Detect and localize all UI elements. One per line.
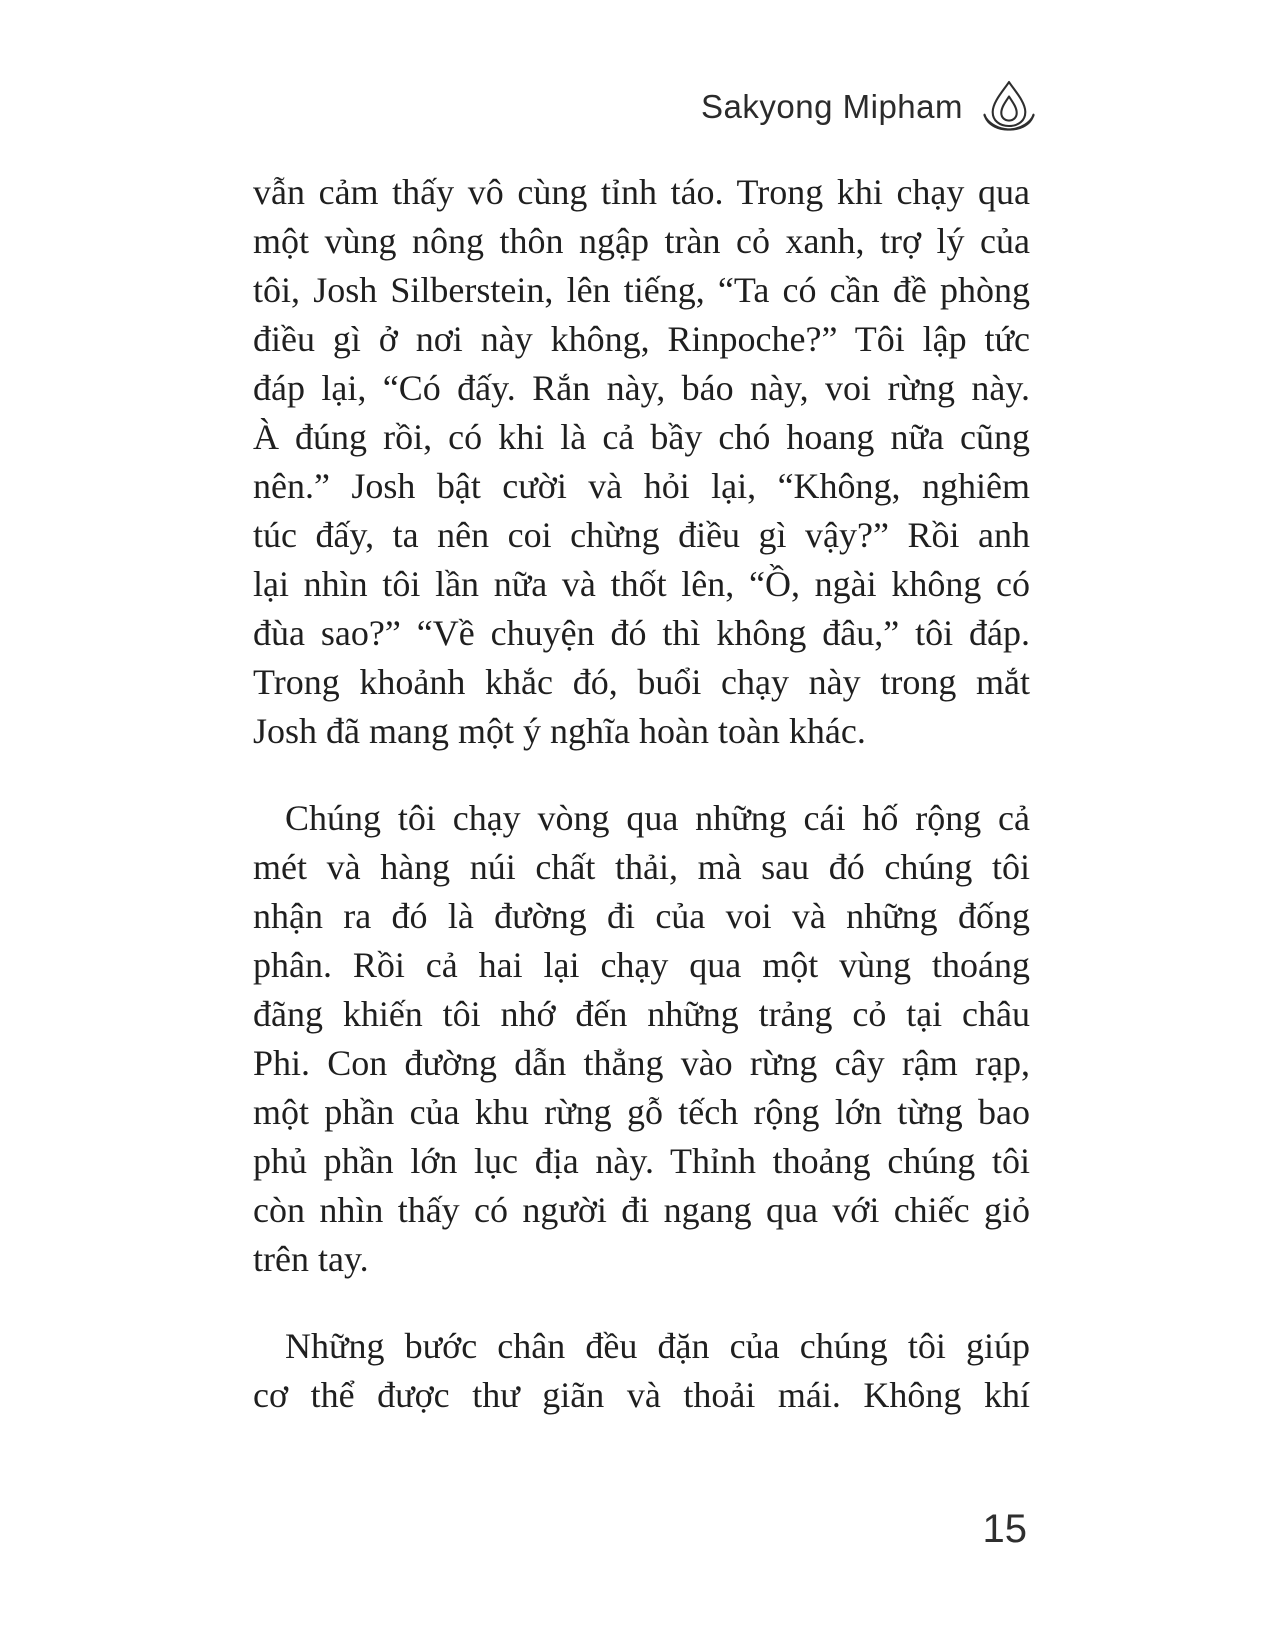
paragraph — [253, 794, 1030, 1284]
text-line: đãng khiến tôi nhớ đến những trảng cỏ tại châu — [253, 994, 1030, 1034]
text-line: tôi, Josh Silberstein, lên tiếng, “Ta có cần đề phòng — [253, 270, 1030, 310]
text-line: Phi. Con đường dẫn thẳng vào rừng cây rậm rạp, — [253, 1043, 1030, 1083]
text-line: túc đấy, ta nên coi chừng điều gì vậy?” Rồi anh — [253, 515, 1030, 555]
text-line: đùa sao?” “Về chuyện đó thì không đâu,” tôi đáp. — [253, 613, 1030, 653]
paragraph — [253, 1322, 1030, 1420]
text-line: cơ thể được thư giãn và thoải mái. Không khí — [253, 1375, 1030, 1415]
text-line: điều gì ở nơi này không, Rinpoche?” Tôi lập tức — [253, 319, 1030, 359]
text-line: lại nhìn tôi lần nữa và thốt lên, “Ồ, ngài không có — [253, 564, 1030, 604]
text-line: Josh đã mang một ý nghĩa hoàn toàn khác. — [253, 711, 866, 751]
text-line: phủ phần lớn lục địa này. Thỉnh thoảng chúng tôi — [253, 1141, 1030, 1181]
text-line: nhận ra đó là đường đi của voi và những đống — [253, 896, 1030, 936]
text-line: một vùng nông thôn ngập tràn cỏ xanh, trợ lý của — [253, 221, 1030, 261]
body-text — [253, 168, 1030, 1420]
text-line: Trong khoảnh khắc đó, buổi chạy này trong mắt — [253, 662, 1030, 702]
page-header — [701, 80, 1038, 133]
text-line: mét và hàng núi chất thải, mà sau đó chúng tôi — [253, 847, 1030, 887]
lotus-drop-icon — [980, 80, 1038, 133]
text-line: nên.” Josh bật cười và hỏi lại, “Không, nghiêm — [253, 466, 1030, 506]
text-line: đáp lại, “Có đấy. Rắn này, báo này, voi rừng này. — [253, 368, 1030, 408]
text-line: còn nhìn thấy có người đi ngang qua với chiếc giỏ — [253, 1190, 1030, 1230]
text-line: một phần của khu rừng gỗ tếch rộng lớn từng bao — [253, 1092, 1030, 1132]
text-line: phân. Rồi cả hai lại chạy qua một vùng thoáng — [253, 945, 1030, 985]
text-line: Những bước chân đều đặn của chúng tôi giúp — [285, 1326, 1030, 1366]
running-header-author: Sakyong Mipham — [701, 87, 963, 125]
page-number: 15 — [982, 1507, 1027, 1551]
text-line: trên tay. — [253, 1239, 369, 1279]
text-line: vẫn cảm thấy vô cùng tỉnh táo. Trong khi chạy qua — [253, 172, 1030, 212]
text-line: Chúng tôi chạy vòng qua những cái hố rộng cả — [285, 798, 1030, 838]
text-line: À đúng rồi, có khi là cả bầy chó hoang nữa cũng — [253, 417, 1030, 457]
paragraph — [253, 168, 1030, 756]
